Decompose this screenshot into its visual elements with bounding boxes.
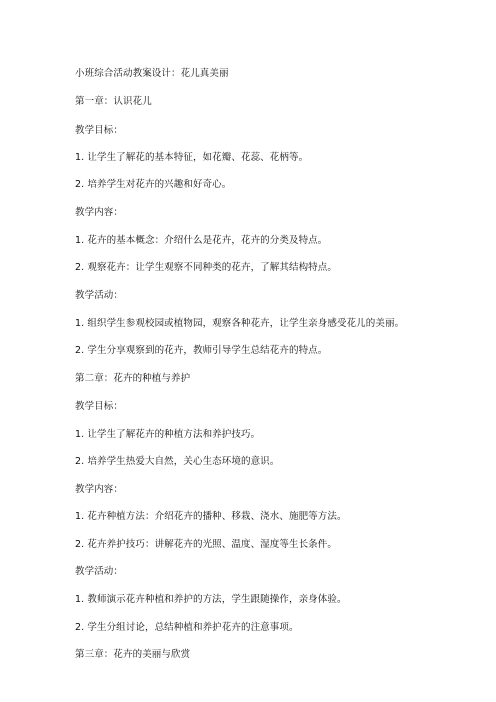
paragraph-line: 2. 培养学生热爱大自然，关心生态环境的意识。 <box>75 456 280 467</box>
paragraph-line: 1. 花卉种植方法：介绍花卉的播种、移栽、浇水、施肥等方法。 <box>75 511 347 522</box>
section-label: 教学内容： <box>75 207 124 218</box>
section-label: 教学目标： <box>75 401 124 412</box>
paragraph-line: 1. 教师演示花卉种植和养护的方法，学生跟随操作，亲身体验。 <box>75 594 347 605</box>
paragraph-line: 2. 花卉养护技巧：讲解花卉的光照、温度、湿度等生长条件。 <box>75 539 337 550</box>
chapter-heading-2: 第二章：花卉的种植与养护 <box>75 373 191 384</box>
chapter-heading-3: 第三章：花卉的美丽与欣赏 <box>75 649 191 660</box>
paragraph-line: 2. 学生分享观察到的花卉，教师引导学生总结花卉的特点。 <box>75 345 328 356</box>
paragraph-line: 1. 让学生了解花的基本特征，如花瓣、花蕊、花柄等。 <box>75 152 309 163</box>
section-label: 教学活动： <box>75 290 124 301</box>
paragraph-line: 2. 学生分组讨论，总结种植和养护花卉的注意事项。 <box>75 622 299 633</box>
paragraph-line: 1. 组织学生参观校园或植物园，观察各种花卉，让学生亲身感受花儿的美丽。 <box>75 318 405 329</box>
chapter-heading-1: 第一章：认识花儿 <box>75 96 152 107</box>
section-label: 教学内容： <box>75 484 124 495</box>
section-label: 教学活动： <box>75 566 124 577</box>
paragraph-line: 1. 花卉的基本概念：介绍什么是花卉，花卉的分类及特点。 <box>75 235 328 246</box>
paragraph-line: 2. 培养学生对花卉的兴趣和好奇心。 <box>75 179 232 190</box>
section-label: 教学目标： <box>75 125 124 136</box>
paragraph-line: 1. 让学生了解花卉的种植方法和养护技巧。 <box>75 429 261 440</box>
paragraph-line: 2. 观察花卉：让学生观察不同种类的花卉，了解其结构特点。 <box>75 262 337 273</box>
document-title: 小班综合活动教案设计：花儿真美丽 <box>75 68 229 79</box>
